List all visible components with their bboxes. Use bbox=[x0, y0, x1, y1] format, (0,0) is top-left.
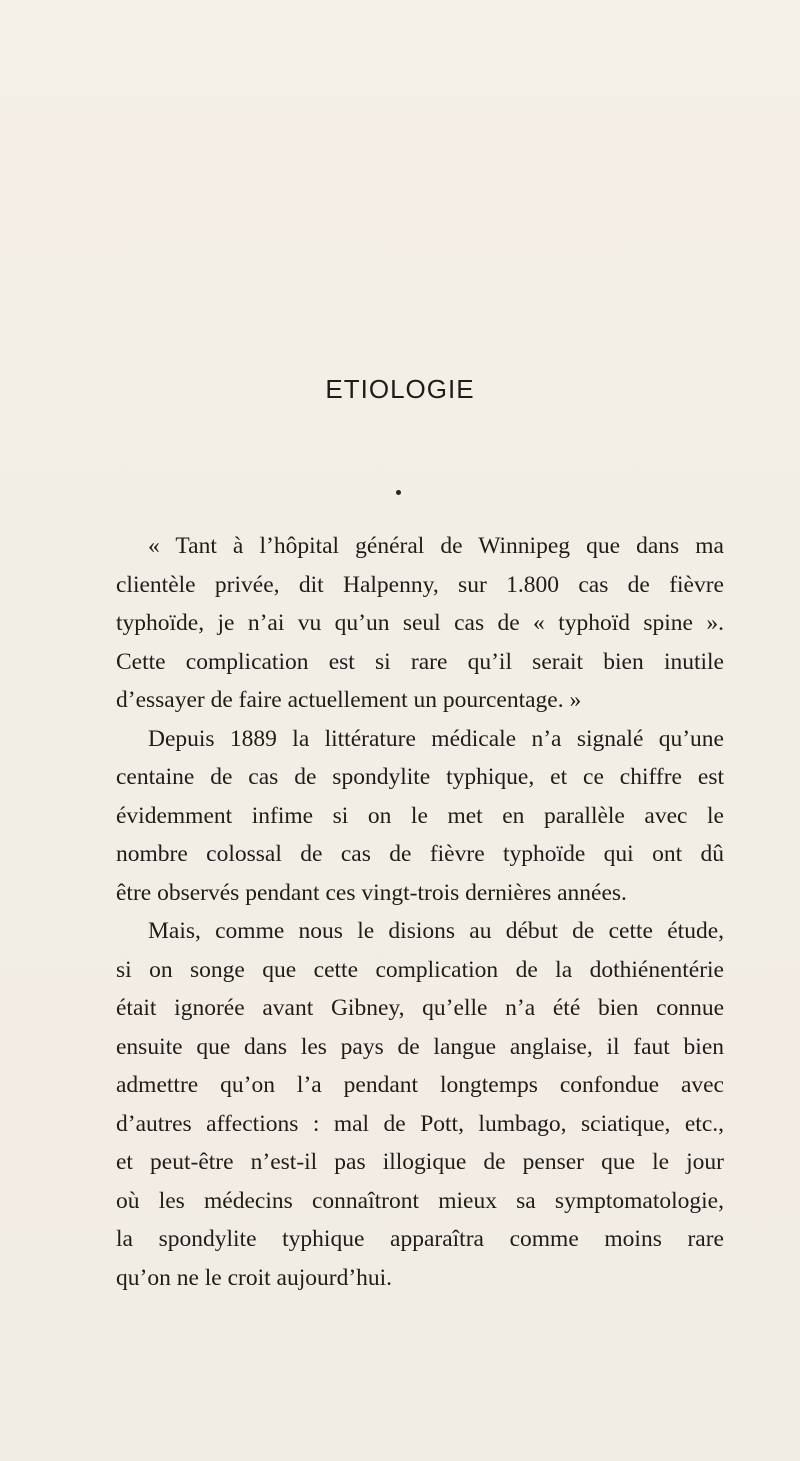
paragraph-literature bbox=[84, 720, 724, 913]
text-line: Depuis 1889 la littérature médicale n’a signalé qu’une bbox=[148, 725, 724, 752]
text-line: centaine de cas de spondylite typhique, et ce chiffre est bbox=[116, 764, 724, 790]
text-line: et peut-être n’est-il pas illogique de penser que le jour bbox=[116, 1149, 724, 1175]
text-line: était ignorée avant Gibney, qu’elle n’a été bien connue bbox=[116, 995, 724, 1021]
text-line: si on songe que cette complication de la dothiénentérie bbox=[116, 956, 724, 983]
text-line: Mais, comme nous le disions au début de cette étude, bbox=[148, 918, 724, 944]
text-line: « Tant à l’hôpital général de Winnipeg que dans ma bbox=[148, 533, 724, 559]
body-text bbox=[84, 527, 724, 1297]
paragraph-quote bbox=[84, 527, 724, 720]
text-line: nombre colossal de cas de fièvre typhoïde qui ont dû bbox=[116, 841, 724, 867]
text-line: admettre qu’on l’a pendant longtemps confondue avec bbox=[116, 1072, 724, 1098]
text-line: ensuite que dans les pays de langue anglaise, il faut bien bbox=[116, 1033, 724, 1060]
text-line: d’autres affections : mal de Pott, lumbago, sciatique, etc., bbox=[116, 1110, 724, 1137]
text-line: la spondylite typhique apparaîtra comme moins rare bbox=[116, 1226, 724, 1252]
paragraph-conclusion bbox=[84, 912, 724, 1297]
text-line: qu’on ne le croit aujourd’hui. bbox=[116, 1264, 393, 1291]
section-heading: ETIOLOGIE bbox=[325, 374, 475, 404]
text-line: où les médecins connaîtront mieux sa symptomatologie, bbox=[116, 1187, 724, 1214]
text-line: évidemment infime si on le met en parallèle avec le bbox=[116, 802, 724, 829]
text-line: être observés pendant ces vingt-trois dernières années. bbox=[116, 879, 627, 906]
text-line: typhoïde, je n’ai vu qu’un seul cas de « typhoïd spine ». bbox=[116, 610, 724, 636]
text-line: Cette complication est si rare qu’il serait bien inutile bbox=[116, 648, 724, 675]
text-line: d’essayer de faire actuellement un pourcentage. » bbox=[116, 687, 582, 713]
text-line: clientèle privée, dit Halpenny, sur 1.800 cas de fièvre bbox=[116, 571, 724, 598]
ornament-dot bbox=[396, 490, 401, 495]
